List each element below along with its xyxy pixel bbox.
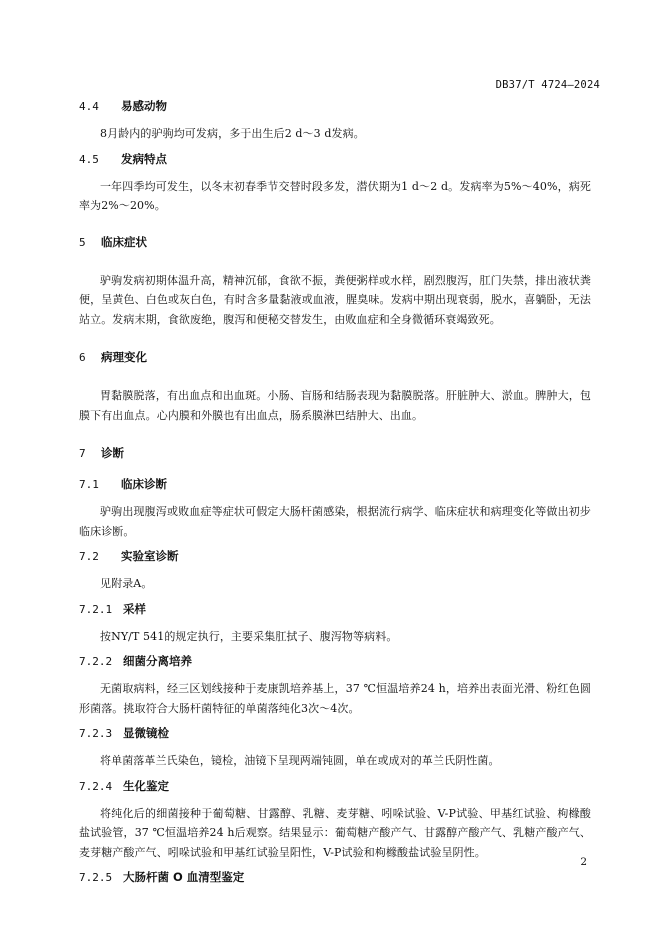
paragraph-7-2-3: 将单菌落革兰氏染色，镜检，油镜下呈现两端钝圆，单在或成对的革兰氏阴性菌。 xyxy=(100,754,500,767)
paragraph-7-2-4: 将纯化后的细菌接种于葡萄糖、甘露醇、乳糖、麦芽糖、吲哚试验、V-P试验、甲基红试验、枸橼酸盐试验管，37 ℃恒温培养24 h后观察。结果显示：葡萄糖产酸产气、甘露醇产酸产气、乳糖产酸产气、麦芽糖产酸产气、吲哚试验和甲基红试验呈阳性，V-P试验和枸橼酸盐试验呈阴性。 xyxy=(79,806,591,859)
section-title: 临床诊断 xyxy=(121,477,167,491)
paragraph-4-5: 一年四季均可发生，以冬末初春季节交替时段多发，潜伏期为1 d～2 d。发病率为5%～40%，病死率为2%～20%。 xyxy=(79,179,591,212)
section-heading-7 xyxy=(79,445,591,462)
section-number: 6 xyxy=(79,351,86,364)
section-heading-4-4 xyxy=(79,98,591,115)
paragraph-7-1: 驴驹出现腹泻或败血症等症状可假定大肠杆菌感染，根据流行病学、临床症状和病理变化等做出初步临床诊断。 xyxy=(79,505,591,538)
section-heading-7-1 xyxy=(79,476,591,493)
document-body xyxy=(79,98,591,886)
section-title: 显微镜检 xyxy=(123,726,169,740)
section-heading-7-2-1 xyxy=(79,601,591,618)
section-title: 采样 xyxy=(123,601,146,616)
section-title: 病理变化 xyxy=(101,350,147,364)
section-title: 易感动物 xyxy=(121,99,167,113)
page-number: 2 xyxy=(580,856,587,868)
section-heading-7-2-2 xyxy=(79,653,591,670)
section-number: 7.2.2 xyxy=(79,655,113,668)
section-title: 发病特点 xyxy=(121,151,167,166)
section-number: 7 xyxy=(79,447,86,460)
paragraph-7-2-2: 无菌取病料，经三区划线接种于麦康凯培养基上，37 ℃恒温培养24 h，培养出表面光滑、粉红色圆形菌落。挑取符合大肠杆菌特征的单菌落纯化3次～4次。 xyxy=(79,682,591,715)
paragraph-7-2: 见附录A。 xyxy=(100,577,153,590)
section-heading-5 xyxy=(79,234,591,251)
section-number: 4.4 xyxy=(79,100,99,113)
section-heading-4-5 xyxy=(79,151,591,168)
section-number: 7.1 xyxy=(79,478,99,491)
section-heading-7-2 xyxy=(79,548,591,565)
paragraph-4-4: 8月龄内的驴驹均可发病，多于出生后2 d～3 d发病。 xyxy=(100,127,365,140)
section-title: 生化鉴定 xyxy=(123,778,169,793)
section-number: 7.2.5 xyxy=(79,871,113,884)
paragraph-5: 驴驹发病初期体温升高，精神沉郁，食欲不振，粪便粥样或水样，剧烈腹泻，肛门失禁，排出液状粪便，呈黄色、白色或灰白色，有时含多量黏液或血液，腥臭味。发病中期出现衰弱，脱水，喜躺卧，无法站立。发病末期，食欲废绝，腹泻和便秘交替发生，由败血症和全身微循环衰竭致死。 xyxy=(79,273,591,326)
section-heading-6 xyxy=(79,349,591,366)
section-number: 7.2.4 xyxy=(79,779,113,793)
section-heading-7-2-5 xyxy=(79,869,591,886)
section-title: 大肠杆菌 O 血清型鉴定 xyxy=(123,870,245,884)
section-number: 7.2.3 xyxy=(79,727,113,740)
section-heading-7-2-3 xyxy=(79,725,591,742)
section-title: 诊断 xyxy=(101,446,124,460)
paragraph-7-2-1: 按NY/T 541的规定执行，主要采集肛拭子、腹泻物等病料。 xyxy=(100,629,398,643)
section-number: 7.2 xyxy=(79,550,99,563)
section-number: 5 xyxy=(79,235,86,249)
section-title: 临床症状 xyxy=(101,234,147,249)
section-heading-7-2-4 xyxy=(79,778,591,795)
section-number: 4.5 xyxy=(79,152,99,166)
section-number: 7.2.1 xyxy=(79,602,113,616)
section-title: 细菌分离培养 xyxy=(123,654,192,668)
paragraph-6: 胃黏膜脱落，有出血点和出血斑。小肠、盲肠和结肠表现为黏膜脱落。肝脏肿大、淤血。脾肿大，包膜下有出血点。心内膜和外膜也有出血点，肠系膜淋巴结肿大、出血。 xyxy=(79,389,591,422)
document-code: DB37/T 4724—2024 xyxy=(495,79,600,91)
section-title: 实验室诊断 xyxy=(121,549,179,563)
